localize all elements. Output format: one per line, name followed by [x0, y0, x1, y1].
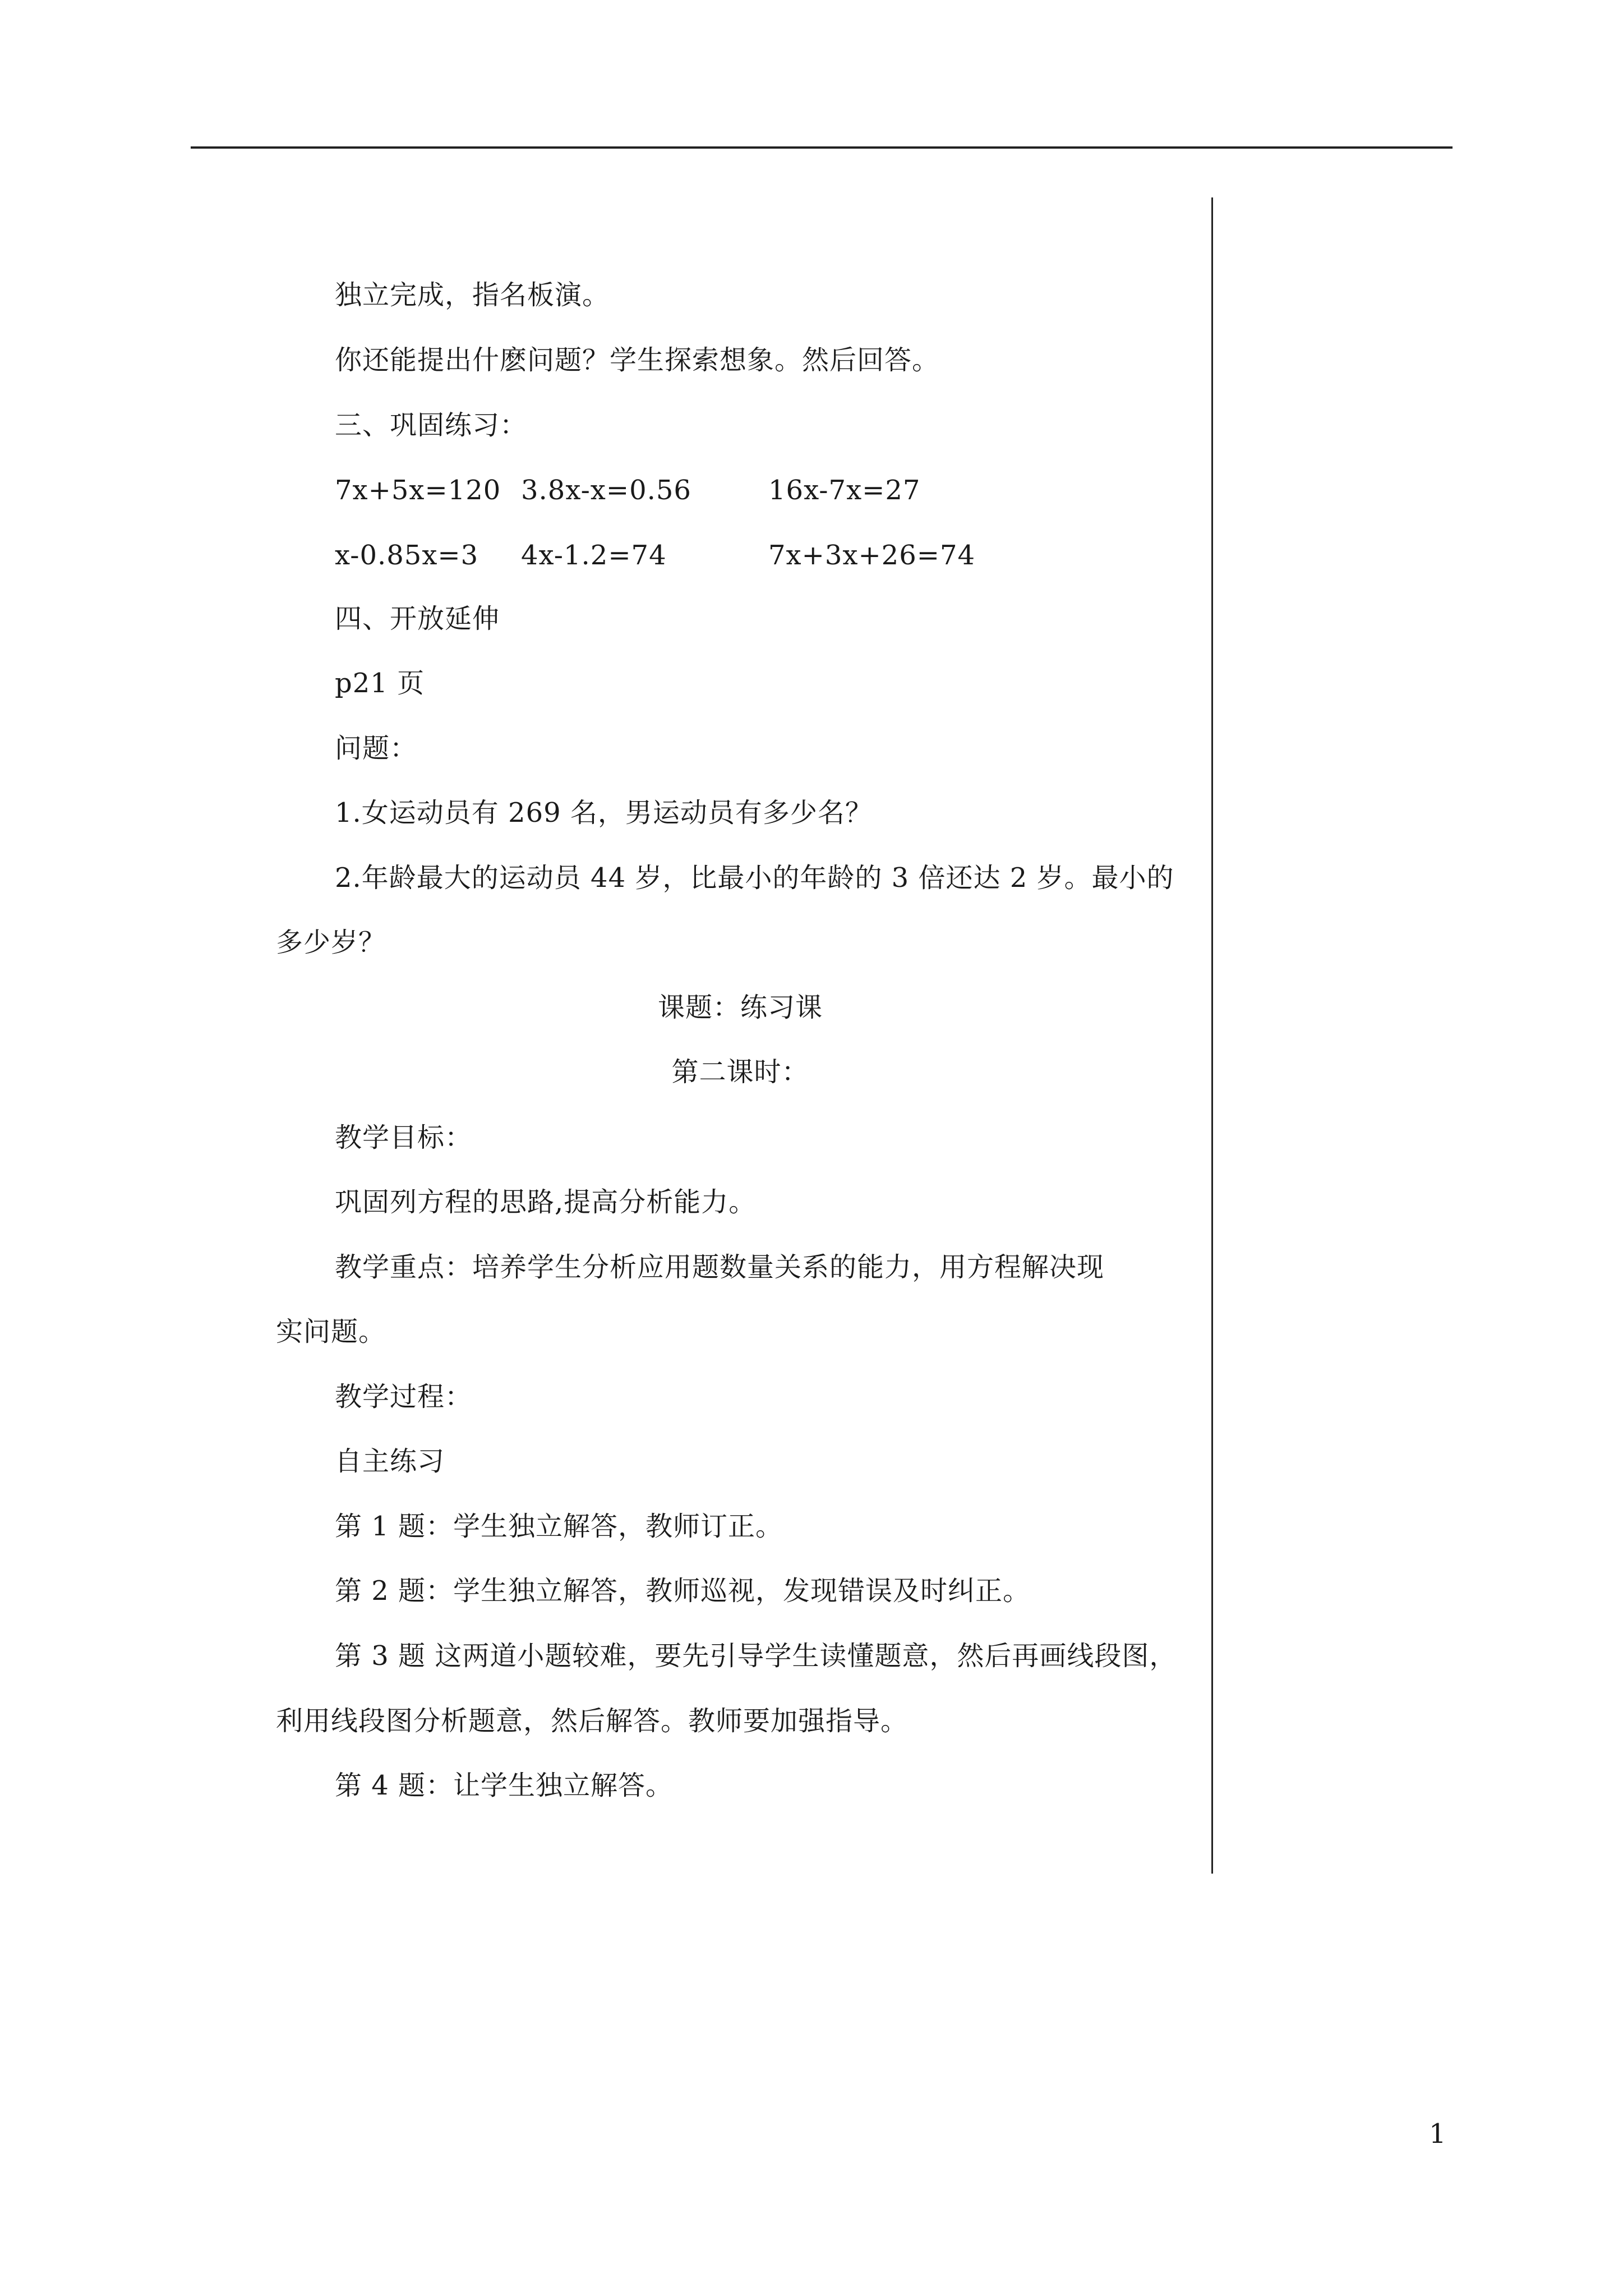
page-number: 1 [1429, 2118, 1446, 2150]
text-line: p21 页 [335, 668, 425, 699]
text-line: 自主练习 [335, 1446, 445, 1477]
column-rule [1211, 197, 1213, 1874]
text-line: 教学重点：培养学生分析应用题数量关系的能力，用方程解决现 [335, 1251, 1105, 1283]
equation: 4x-1.2=74 [521, 540, 667, 571]
text-line: 实问题。 [276, 1316, 386, 1347]
text-line: 你还能提出什麽问题？学生探索想象。然后回答。 [335, 344, 940, 376]
text-line: 第 1 题：学生独立解答，教师订正。 [335, 1511, 783, 1542]
text-line: 第 4 题：让学生独立解答。 [335, 1770, 674, 1801]
section-heading: 四、开放延伸 [335, 603, 500, 634]
text-line: 1.女运动员有 269 名，男运动员有多少名？ [335, 797, 873, 829]
lesson-period: 第二课时： [671, 1056, 809, 1088]
text-line: 第 3 题 这两道小题较难，要先引导学生读懂题意，然后再画线段图， [335, 1640, 1177, 1672]
text-line: 独立完成，指名板演。 [335, 279, 610, 311]
text-line: 教学目标： [335, 1122, 473, 1153]
lesson-title: 课题：练习课 [657, 992, 823, 1023]
text-line: 问题： [335, 733, 418, 764]
equation: x-0.85x=3 [335, 540, 479, 571]
text-line: 多少岁？ [276, 927, 386, 958]
equation: 16x-7x=27 [768, 475, 921, 506]
header-rule [191, 146, 1453, 149]
text-line: 第 2 题：学生独立解答，教师巡视，发现错误及时纠正。 [335, 1575, 1031, 1607]
equation: 7x+3x+26=74 [768, 540, 976, 571]
text-line: 2.年龄最大的运动员 44 岁，比最小的年龄的 3 倍还达 2 岁。最小的 [335, 862, 1174, 894]
text-line: 教学过程： [335, 1381, 473, 1412]
section-heading: 三、巩固练习： [335, 409, 528, 441]
equation: 7x+5x=120 [335, 475, 501, 506]
text-line: 巩固列方程的思路,提高分析能力。 [335, 1186, 757, 1218]
equation: 3.8x-x=0.56 [521, 475, 691, 506]
text-line: 利用线段图分析题意，然后解答。教师要加强指导。 [276, 1705, 909, 1737]
